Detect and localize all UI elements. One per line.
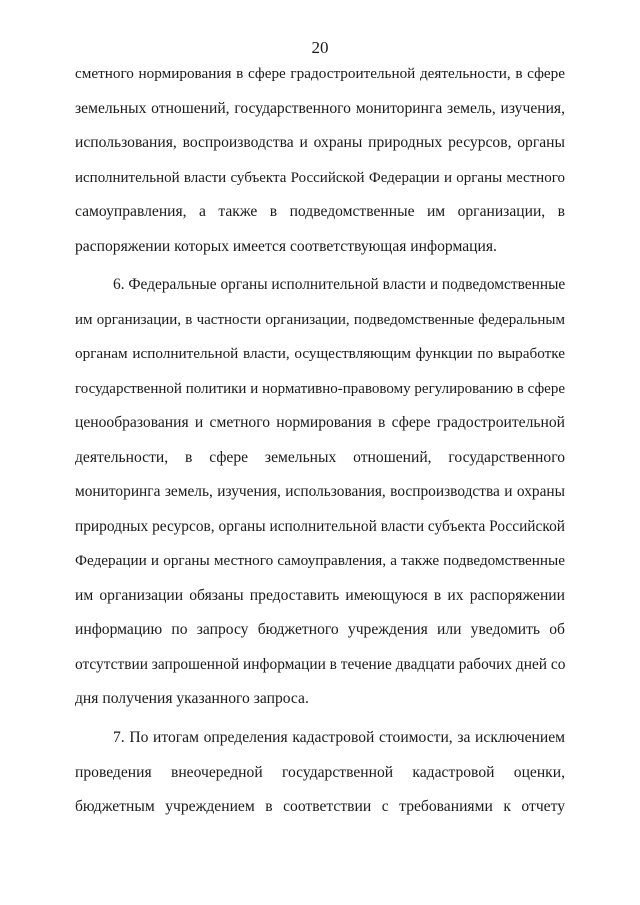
text-line: органам исполнительной власти, осуществляющим функции по выработке xyxy=(75,345,565,362)
text-line: распоряжении которых имеется соответствующая информация. xyxy=(75,237,497,255)
text-line: 7. По итогам определения кадастровой стоимости, за исключением xyxy=(113,729,565,746)
text-line: сметного нормирования в сфере градостроительной деятельности, в сфере xyxy=(75,65,565,82)
text-line: мониторинга земель, изучения, использования, воспроизводства и охраны xyxy=(75,483,565,500)
text-line: природных ресурсов, органы исполнительной власти субъекта Российской xyxy=(75,517,565,535)
text-line: государственной политики и нормативно-правовому регулированию в сфере xyxy=(75,380,565,397)
text-line: отсутствии запрошенной информации в течение двадцати рабочих дней со xyxy=(75,655,566,673)
paragraph-6 xyxy=(75,275,565,724)
text-line: самоуправления, а также в подведомственные им организации, в xyxy=(75,203,565,220)
text-line: проведения внеочередной государственной кадастровой оценки, xyxy=(75,763,565,781)
text-line: исполнительной власти субъекта Российской Федерации и органы местного xyxy=(75,169,565,186)
text-line: информацию по запросу бюджетного учреждения или уведомить об xyxy=(75,621,565,638)
text-line: дня получения указанного запроса. xyxy=(75,690,309,707)
text-line: Федерации и органы местного самоуправления, а также подведомственные xyxy=(75,552,565,569)
text-line: 6. Федеральные органы исполнительной власти и подведомственные xyxy=(113,276,566,293)
paragraph-continuation xyxy=(75,64,565,271)
page-number: 20 xyxy=(311,38,329,57)
text-line: им организации обязаны предоставить имеющуюся в их распоряжении xyxy=(75,586,565,604)
text-line: земельных отношений, государственного мониторинга земель, изучения, xyxy=(75,99,565,117)
paragraph-7 xyxy=(75,728,565,832)
text-line: бюджетным учреждением в соответствии с требованиями к отчету xyxy=(75,798,565,815)
text-line: использования, воспроизводства и охраны природных ресурсов, органы xyxy=(75,134,565,151)
text-line: деятельности, в сфере земельных отношений, государственного xyxy=(75,448,565,466)
text-line: ценообразования и сметного нормирования в сфере градостроительной xyxy=(75,414,565,431)
text-line: им организации, в частности организации, подведомственные федеральным xyxy=(75,311,565,328)
